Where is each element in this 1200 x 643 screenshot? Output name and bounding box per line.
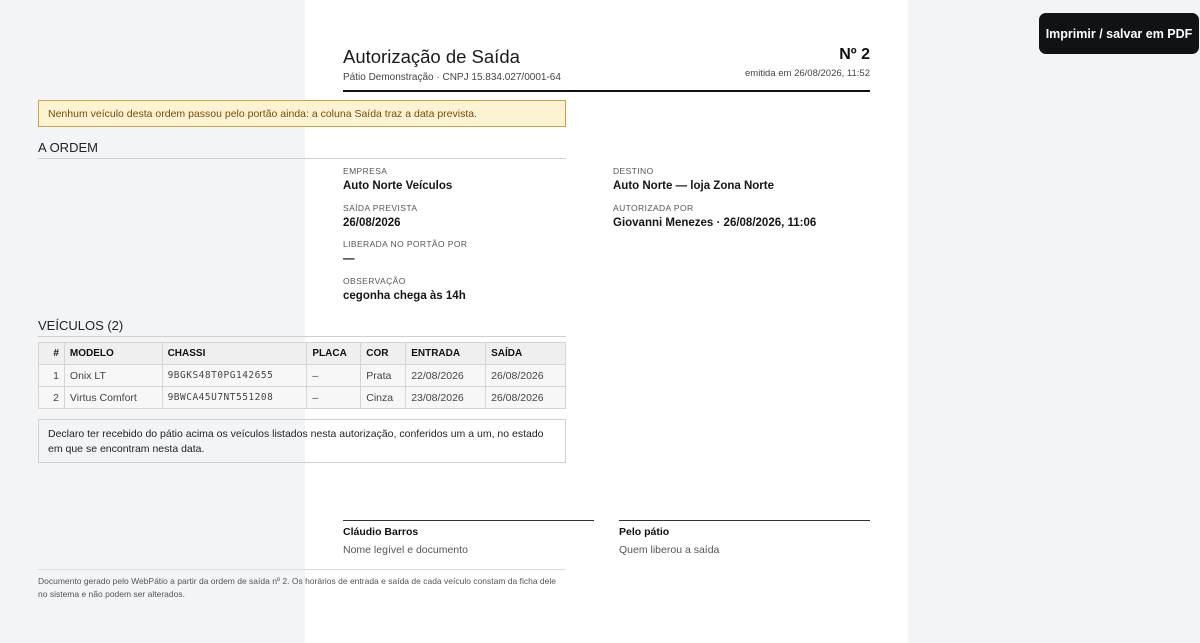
table-header-row [39, 343, 566, 365]
field-value: cegonha chega às 14h [343, 290, 466, 302]
declaration-box: Declaro ter recebido do pátio acima os veículos listados nesta autorização, conferidos um a um, no estado em que se encontram nesta data. [38, 419, 566, 463]
issued-timestamp: emitida em 26/08/2026, 11:52 [745, 68, 870, 79]
signature-role: Quem liberou a saída [619, 544, 720, 556]
signature-name: Pelo pátio [619, 526, 670, 538]
print-save-pdf-button[interactable]: Imprimir / salvar em PDF [1039, 13, 1199, 54]
page-title: Autorização de Saída [343, 46, 520, 67]
table-cell: Prata [361, 365, 406, 387]
table-row [39, 387, 566, 409]
table-cell: 2 [39, 387, 65, 409]
column-header: SAÍDA [486, 343, 566, 365]
table-cell: 22/08/2026 [406, 365, 486, 387]
column-header: COR [361, 343, 406, 365]
company-subtitle: Pátio Demonstração · CNPJ 15.834.027/0001-64 [343, 72, 561, 83]
field-company [343, 166, 452, 192]
table-cell: – [307, 387, 361, 409]
table-cell: Cinza [361, 387, 406, 409]
table-cell: – [307, 365, 361, 387]
column-header: PLACA [307, 343, 361, 365]
field-label: SAÍDA PREVISTA [343, 203, 418, 213]
signature-recipient [343, 520, 594, 556]
vehicles-table [38, 342, 566, 409]
field-label: OBSERVAÇÃO [343, 276, 406, 286]
field-authorized-by [613, 203, 816, 229]
document-number: Nº 2 [839, 46, 870, 63]
field-value: — [343, 253, 355, 265]
signature-role: Nome legível e documento [343, 544, 468, 556]
field-planned-exit [343, 203, 417, 229]
field-value: Auto Norte — loja Zona Norte [613, 180, 774, 192]
field-released-by [343, 239, 467, 265]
column-header: MODELO [64, 343, 162, 365]
field-destination [613, 166, 774, 192]
field-value: 26/08/2026 [343, 217, 401, 229]
footer-note: Documento gerado pelo WebPátio a partir da ordem de saída nº 2. Os horários de entrada e saída de cada veículo constam da ficha dele no sistema e não podem ser alterados. [38, 569, 566, 601]
table-cell: 26/08/2026 [486, 387, 566, 409]
field-label: EMPRESA [343, 166, 388, 176]
table-row [39, 365, 566, 387]
document-header [343, 0, 870, 92]
signature-name: Cláudio Barros [343, 526, 419, 538]
table-cell: 26/08/2026 [486, 365, 566, 387]
table-cell: 9BWCA45U7NT551208 [162, 387, 307, 409]
column-header: ENTRADA [406, 343, 486, 365]
field-label: AUTORIZADA POR [613, 203, 694, 213]
table-cell: 9BGKS48T0PG142655 [162, 365, 307, 387]
table-cell: Virtus Comfort [64, 387, 162, 409]
table-cell: 1 [39, 365, 65, 387]
column-header: CHASSI [162, 343, 307, 365]
field-label: LIBERADA NO PORTÃO POR [343, 239, 468, 249]
table-cell: 23/08/2026 [406, 387, 486, 409]
field-label: DESTINO [613, 166, 654, 176]
section-title-order: A ORDEM [38, 140, 566, 159]
column-header: # [39, 343, 65, 365]
field-value: Giovanni Menezes · 26/08/2026, 11:06 [613, 217, 817, 229]
field-note [343, 276, 466, 302]
table-cell: Onix LT [64, 365, 162, 387]
field-value: Auto Norte Veículos [343, 180, 453, 192]
warning-alert: Nenhum veículo desta ordem passou pelo portão ainda: a coluna Saída traz a data prevista. [38, 100, 566, 127]
signature-yard [619, 520, 870, 556]
section-title-vehicles: VEÍCULOS (2) [38, 318, 566, 337]
